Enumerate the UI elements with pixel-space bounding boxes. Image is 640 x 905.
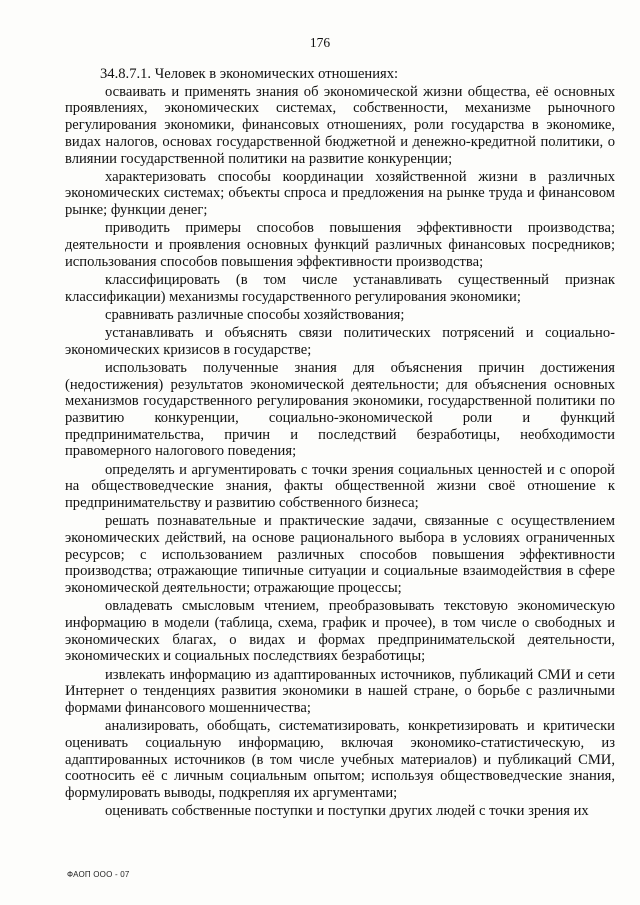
footer-code: ФАОП ООО - 07 [67,870,130,879]
paragraph-6: устанавливать и объяснять связи политических потрясений и социально-экономических кризисов в государстве; [65,325,615,358]
paragraph-10: овладевать смысловым чтением, преобразовывать текстовую экономическую информацию в модели (таблица, схема, график и прочее), в том числе о свободных и экономических благах, о видах и формах предпринимательской деятельности, экономических и социальных последствиях безработицы; [65,598,615,665]
paragraph-2: характеризовать способы координации хозяйственной жизни в различных экономических системах; объекты спроса и предложения на рынке труда и финансовом рынке; функции денег; [65,168,615,219]
paragraph-11: извлекать информацию из адаптированных источников, публикаций СМИ и сети Интернет о тенденциях развития экономики в нашей стране, о борьбе с различными формами финансового мошенничества; [65,666,615,717]
paragraph-7: использовать полученные знания для объяснения причин достижения (недостижения) результатов экономической деятельности; для объяснения основных механизмов государственного регулирования экономики, государственной политики по развитию конкуренции, социально-экономической роли и функций предпринимательства, причин и последствий безработицы, необходимости правомерного налогового поведения; [65,359,615,460]
section-heading: 34.8.7.1. Человек в экономических отношениях: [100,66,399,82]
page-number: 176 [309,35,331,50]
paragraph-5: сравнивать различные способы хозяйствования; [105,306,405,323]
document-body [65,66,615,821]
paragraph-4: классифицировать (в том числе устанавливать существенный признак классификации) механизмы государственного регулирования экономики; [65,271,615,305]
paragraph-3: приводить примеры способов повышения эффективности производства; деятельности и проявления основных функций различных финансовых посредников; использования способов повышения эффективности производства; [65,220,615,270]
paragraph-13: оценивать собственные поступки и поступки других людей с точки зрения их [105,803,589,820]
paragraph-12: анализировать, обобщать, систематизировать, конкретизировать и критически оценивать социальную информацию, включая экономико-статистическую, из адаптированных источников (в том числе учебных материалов) и публикаций СМИ, соотносить её с личным социальным опытом; используя обществоведческие знания, формулировать выводы, подкрепляя их аргументами; [65,718,615,802]
paragraph-9: решать познавательные и практические задачи, связанные с осуществлением экономических действий, на основе рационального выбора в условиях ограниченных ресурсов; с использованием различных способов повышения эффективности производства; отражающие типичные ситуации и социальные взаимодействия в сфере экономической деятельности; отражающие процессы; [65,513,615,597]
paragraph-8: определять и аргументировать с точки зрения социальных ценностей и с опорой на обществоведческие знания, факты общественной жизни своё отношение к предпринимательству и развитию собственного бизнеса; [65,461,615,512]
paragraph-1: осваивать и применять знания об экономической жизни общества, её основных проявлениях, экономических системах, собственности, механизме рыночного регулирования экономики, финансовых отношениях, роли государства в экономике, видах налогов, основах государственной бюджетной и денежно-кредитной политики, о влиянии государственной политики на развитие конкуренции; [65,83,615,167]
